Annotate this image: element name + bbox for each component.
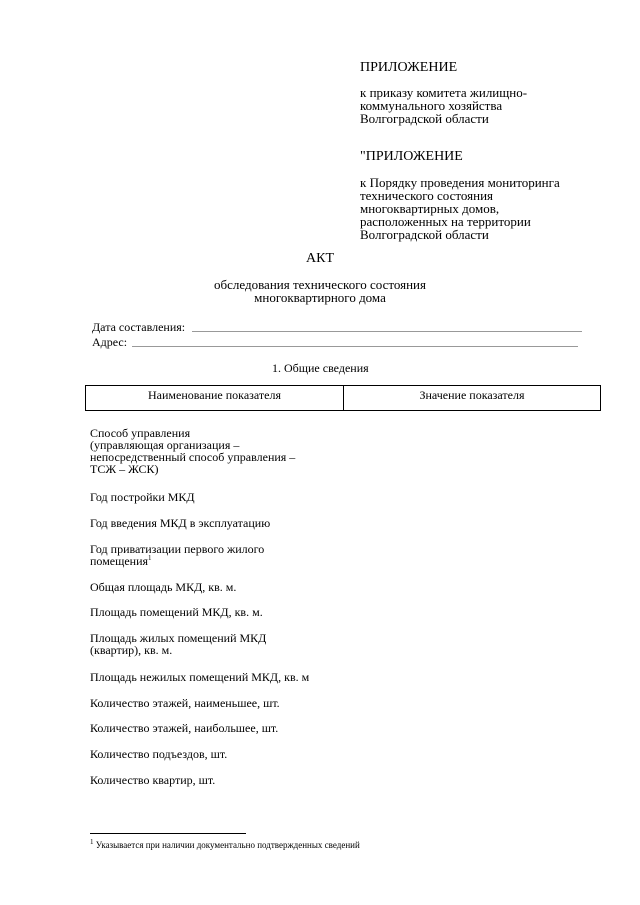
appendix-line: к Порядку проведения мониторинга [360, 175, 560, 190]
act-title: АКТ [306, 251, 334, 266]
section-title: 1. Общие сведения [272, 361, 369, 375]
row-line: (квартир), кв. м. [90, 643, 173, 657]
footnote-divider [90, 833, 246, 834]
footnote-number: 1 [90, 838, 94, 846]
row-living-area [90, 632, 266, 656]
appendix-line: к приказу комитета жилищно- [360, 85, 528, 100]
address-label: Адрес: [92, 335, 128, 349]
row-built-year: Год постройки МКД [90, 490, 195, 504]
row-line: непосредственный способ управления – [90, 450, 296, 464]
row-line: ТСЖ – ЖСК) [90, 462, 159, 476]
row-floors-max: Количество этажей, наибольшее, шт. [90, 721, 279, 735]
row-line: Площадь жилых помещений МКД [90, 631, 267, 645]
row-total-area: Общая площадь МКД, кв. м. [90, 580, 237, 594]
row-line: Способ управления [90, 426, 191, 440]
appendix-procedure-reference [360, 176, 560, 241]
appendix-order-reference [360, 86, 527, 125]
row-apartments: Количество квартир, шт. [90, 773, 216, 787]
row-line: Год приватизации первого жилого [90, 542, 265, 556]
row-floors-min: Количество этажей, наименьшее, шт. [90, 696, 280, 710]
appendix-line: Волгоградской области [360, 227, 489, 242]
appendix-line: технического состояния [360, 188, 494, 203]
row-line: помещения$^1$ [90, 554, 152, 568]
appendix-line: коммунального хозяйства [360, 98, 503, 113]
footnote-mark: 1 [148, 554, 152, 562]
footnote [90, 840, 360, 850]
row-privatization-year [90, 543, 264, 567]
address-field[interactable] [132, 346, 578, 347]
indicator-name-header: Наименование показателя [86, 386, 344, 410]
appendix-line: Волгоградской области [360, 111, 489, 126]
row-management-method [90, 427, 295, 475]
act-subtitle [0, 278, 640, 304]
indicators-table-header [85, 385, 601, 411]
date-field[interactable] [192, 331, 582, 332]
appendix-line: многоквартирных домов, [360, 201, 500, 216]
appendix-title-2: "ПРИЛОЖЕНИЕ [360, 149, 463, 164]
footnote-text: Указывается при наличии документально подтвержденных сведений [93, 840, 360, 850]
appendix-line: расположенных на территории [360, 214, 531, 229]
row-commission-year: Год введения МКД в эксплуатацию [90, 516, 271, 530]
row-line: (управляющая организация – [90, 438, 240, 452]
appendix-title: ПРИЛОЖЕНИЕ [360, 60, 458, 75]
row-premises-area: Площадь помещений МКД, кв. м. [90, 605, 263, 619]
act-subtitle-line: многоквартирного дома [254, 290, 386, 305]
date-label: Дата составления: [92, 320, 186, 334]
row-entrances: Количество подъездов, шт. [90, 747, 228, 761]
row-nonliving-area: Площадь нежилых помещений МКД, кв. м [90, 670, 310, 684]
act-subtitle-line: обследования технического состояния [214, 277, 426, 292]
indicator-value-header: Значение показателя [419, 388, 525, 402]
